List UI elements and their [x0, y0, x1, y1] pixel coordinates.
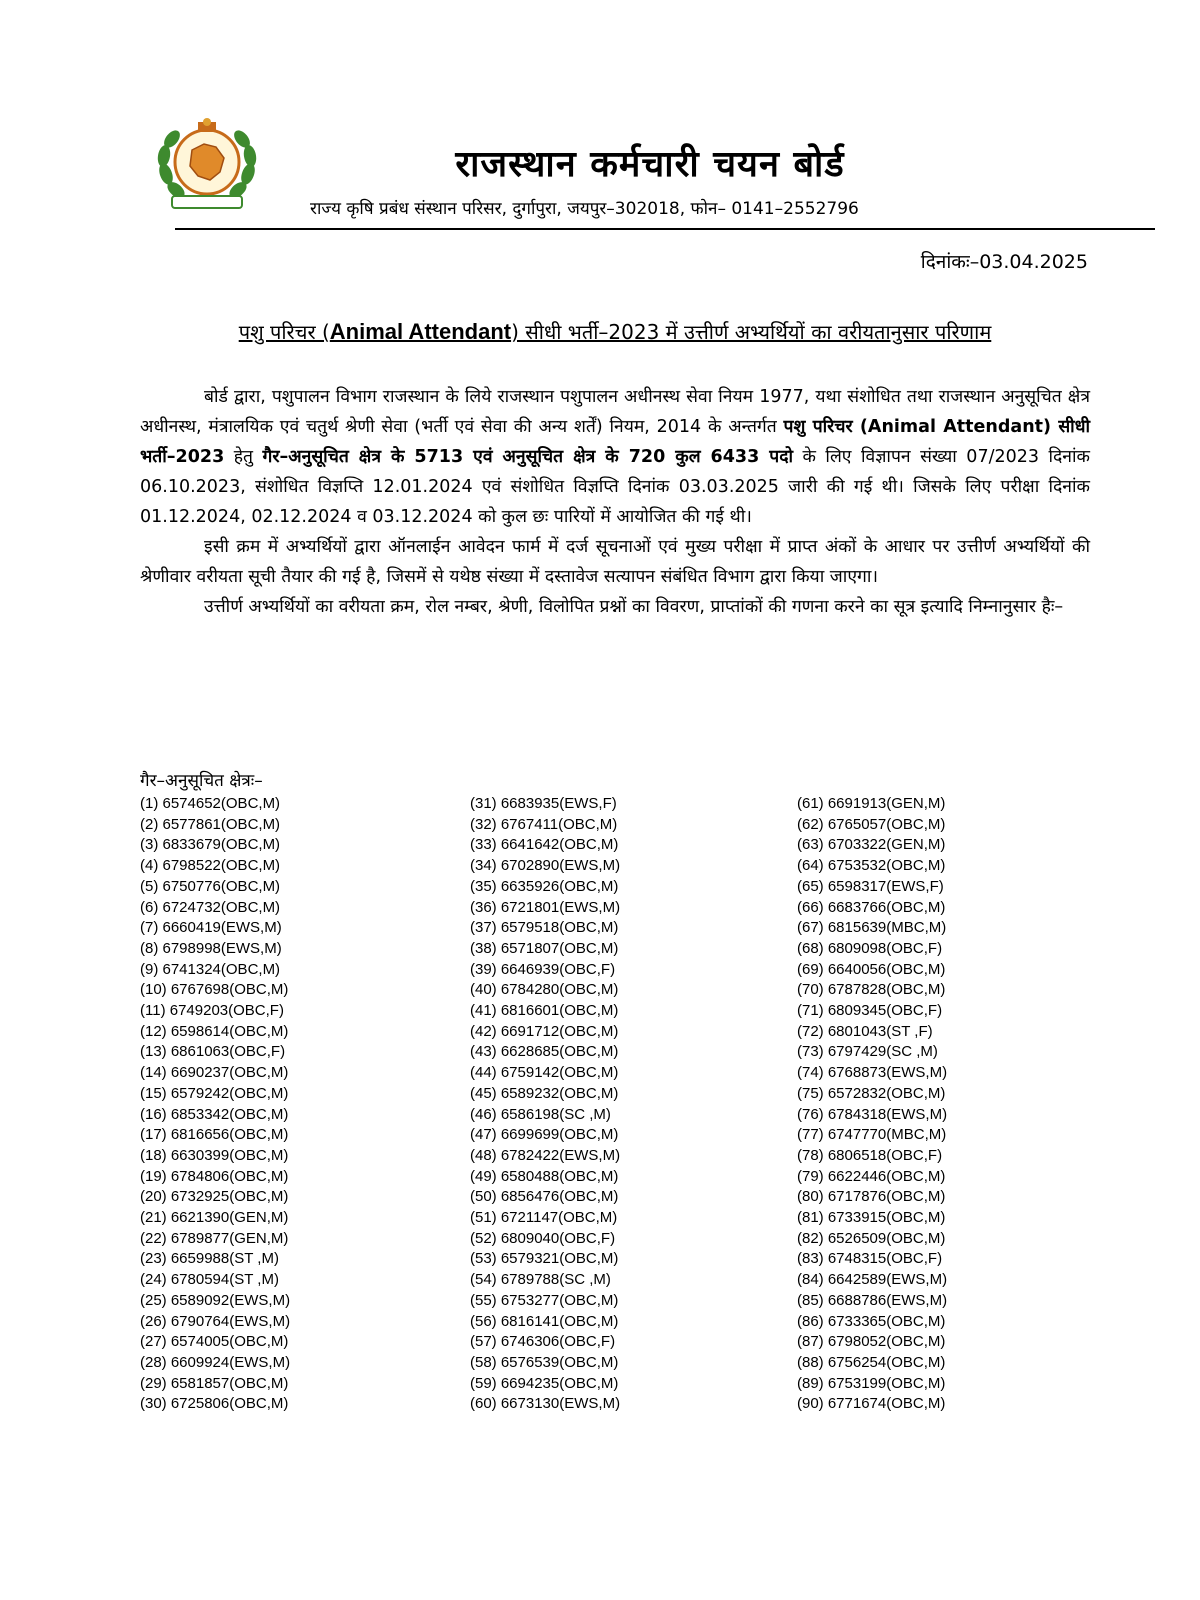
results-column-1: [140, 794, 290, 1415]
result-entry: (20) 6732925(OBC,M): [140, 1188, 289, 1206]
result-entry: (44) 6759142(OBC,M): [470, 1064, 619, 1082]
header-divider: [175, 228, 1155, 230]
notice-body: [140, 382, 1090, 622]
result-entry: (27) 6574005(OBC,M): [140, 1333, 289, 1351]
result-entry: (59) 6694235(OBC,M): [470, 1374, 619, 1392]
result-entry: (54) 6789788(SC ,M): [470, 1271, 611, 1289]
result-entry: (26) 6790764(EWS,M): [140, 1312, 291, 1330]
p1-text-2: हेतु: [224, 447, 263, 467]
result-entry: (4) 6798522(OBC,M): [140, 857, 281, 875]
result-entry: (24) 6780594(ST ,M): [140, 1271, 279, 1289]
result-entry: (37) 6579518(OBC,M): [470, 919, 619, 937]
result-entry: (35) 6635926(OBC,M): [470, 877, 619, 895]
result-entry: (66) 6683766(OBC,M): [797, 898, 946, 916]
result-entry: (25) 6589092(EWS,M): [140, 1291, 291, 1309]
p1-posts-count-bold: गैर–अनुसूचित क्षेत्र के 5713 एवं अनुसूचित क्षेत्र के 720 कुल 6433 पदो: [262, 447, 794, 467]
result-entry: (6) 6724732(OBC,M): [140, 898, 281, 916]
result-entry: (3) 6833679(OBC,M): [140, 836, 281, 854]
p1-text-3: के लिए विज्ञापन संख्या 07/2023 दिनांक 06.10.2023, संशोधित विज्ञप्ति 12.01.2024 एवं संशोधित विज्ञप्ति दिनांक 03.03.2025 जारी की गई थी। जिसके लिए परीक्षा दिनांक 01.12.2024, 02.12.2024 व 03.12.2024 को कुल छः पारियों में आयोजित की गई थी।: [140, 447, 1090, 527]
result-entry: (22) 6789877(GEN,M): [140, 1229, 289, 1247]
result-entry: (36) 6721801(EWS,M): [470, 898, 621, 916]
result-entry: (19) 6784806(OBC,M): [140, 1167, 289, 1185]
result-entry: (32) 6767411(OBC,M): [470, 815, 618, 833]
result-entry: (76) 6784318(EWS,M): [797, 1105, 948, 1123]
result-entry: (49) 6580488(OBC,M): [470, 1167, 619, 1185]
result-entry: (88) 6756254(OBC,M): [797, 1353, 946, 1371]
result-entry: (72) 6801043(ST ,F): [797, 1022, 933, 1040]
result-entry: (67) 6815639(MBC,M): [797, 919, 947, 937]
p1-post-bold: पशु परिचर (Animal Attendant) सीधी भर्ती–2023: [140, 417, 1090, 467]
notice-date: दिनांकः–03.04.2025: [920, 251, 1088, 273]
result-entry: (16) 6853342(OBC,M): [140, 1105, 289, 1123]
result-entry: (79) 6622446(OBC,M): [797, 1167, 946, 1185]
result-entry: (55) 6753277(OBC,M): [470, 1291, 619, 1309]
results-column-2: [470, 794, 620, 1415]
result-entry: (87) 6798052(OBC,M): [797, 1333, 946, 1351]
result-entry: (53) 6579321(OBC,M): [470, 1250, 619, 1268]
board-title: राजस्थान कर्मचारी चयन बोर्ड: [455, 144, 845, 185]
paragraph-3: उत्तीर्ण अभ्यर्थियों का वरीयता क्रम, रोल नम्बर, श्रेणी, विलोपित प्रश्नों का विवरण, प्राप्तांकों की गणना करने का सूत्र इत्यादि निम्नानुसार हैः–: [204, 597, 1064, 617]
p1-text: बोर्ड द्वारा, पशुपालन विभाग राजस्थान के लिये राजस्थान पशुपालन अधीनस्थ सेवा नियम 1977, यथा संशोधित तथा राजस्थान अनुसूचित क्षेत्र अधीनस्थ, मंत्रालयिक एवं चतुर्थ श्रेणी सेवा (भर्ती एवं सेवा की अन्य शर्तें) नियम, 2014 के अन्तर्गत: [140, 387, 1090, 437]
result-entry: (85) 6688786(EWS,M): [797, 1291, 948, 1309]
result-entry: (38) 6571807(OBC,M): [470, 939, 619, 957]
result-entry: (70) 6787828(OBC,M): [797, 981, 946, 999]
result-entry: (78) 6806518(OBC,F): [797, 1146, 943, 1164]
result-entry: (42) 6691712(OBC,M): [470, 1022, 619, 1040]
board-address: राज्य कृषि प्रबंध संस्थान परिसर, दुर्गापुरा, जयपुर–302018, फोन– 0141–2552796: [310, 199, 859, 219]
result-entry: (9) 6741324(OBC,M): [140, 960, 281, 978]
result-entry: (60) 6673130(EWS,M): [470, 1395, 621, 1413]
result-entry: (50) 6856476(OBC,M): [470, 1188, 619, 1206]
result-entry: (15) 6579242(OBC,M): [140, 1084, 289, 1102]
result-entry: (61) 6691913(GEN,M): [797, 795, 946, 812]
notice-subject: [140, 318, 1090, 345]
result-entry: (46) 6586198(SC ,M): [470, 1105, 611, 1123]
result-entry: (73) 6797429(SC ,M): [797, 1043, 938, 1061]
result-entry: (5) 6750776(OBC,M): [140, 877, 281, 895]
subject-prefix: पशु परिचर (: [238, 320, 330, 344]
result-entry: (80) 6717876(OBC,M): [797, 1188, 946, 1206]
result-entry: (84) 6642589(EWS,M): [797, 1271, 948, 1289]
result-entry: (57) 6746306(OBC,F): [470, 1333, 616, 1351]
result-entry: (33) 6641642(OBC,M): [470, 836, 619, 854]
result-entry: (56) 6816141(OBC,M): [470, 1312, 619, 1330]
result-entry: (65) 6598317(EWS,F): [797, 877, 944, 895]
result-entry: (30) 6725806(OBC,M): [140, 1395, 289, 1413]
result-entry: (62) 6765057(OBC,M): [797, 815, 946, 833]
rsmssb-emblem-icon: [152, 114, 262, 214]
result-entry: (43) 6628685(OBC,M): [470, 1043, 619, 1061]
result-entry: (63) 6703322(GEN,M): [797, 836, 946, 854]
result-entry: (29) 6581857(OBC,M): [140, 1374, 289, 1392]
result-entry: (64) 6753532(OBC,M): [797, 857, 946, 875]
result-entry: (77) 6747770(MBC,M): [797, 1126, 947, 1144]
result-entry: (82) 6526509(OBC,M): [797, 1229, 946, 1247]
result-entry: (34) 6702890(EWS,M): [470, 857, 621, 875]
result-entry: (48) 6782422(EWS,M): [470, 1146, 621, 1164]
result-entry: (89) 6753199(OBC,M): [797, 1374, 946, 1392]
result-entry: (75) 6572832(OBC,M): [797, 1084, 946, 1102]
results-column-3: [797, 794, 947, 1415]
subject-post-name: Animal Attendant: [329, 319, 512, 344]
result-entry: (8) 6798998(EWS,M): [140, 939, 282, 957]
result-entry: (47) 6699699(OBC,M): [470, 1126, 619, 1144]
result-entry: (74) 6768873(EWS,M): [797, 1064, 948, 1082]
result-entry: (18) 6630399(OBC,M): [140, 1146, 289, 1164]
result-entry: (41) 6816601(OBC,M): [470, 1002, 619, 1020]
result-entry: (2) 6577861(OBC,M): [140, 815, 281, 833]
result-entry: (10) 6767698(OBC,M): [140, 981, 289, 999]
result-entry: (51) 6721147(OBC,M): [470, 1209, 618, 1227]
result-entry: (7) 6660419(EWS,M): [140, 919, 282, 937]
result-entry: (14) 6690237(OBC,M): [140, 1064, 289, 1082]
result-entry: (83) 6748315(OBC,F): [797, 1250, 943, 1268]
result-entry: (13) 6861063(OBC,F): [140, 1043, 286, 1061]
result-entry: (81) 6733915(OBC,M): [797, 1209, 946, 1227]
result-entry: (40) 6784280(OBC,M): [470, 981, 619, 999]
paragraph-2: इसी क्रम में अभ्यर्थियों द्वारा ऑनलाईन आवेदन फार्म में दर्ज सूचनाओं एवं मुख्य परीक्षा में प्राप्त अंकों के आधार पर उत्तीर्ण अभ्यर्थियों की श्रेणीवार वरीयता सूची तैयार की गई है, जिसमें से यथेष्ठ संख्या में दस्तावेज सत्यापन संबंधित विभाग द्वारा किया जाएगा।: [140, 537, 1090, 587]
result-entry: (58) 6576539(OBC,M): [470, 1353, 619, 1371]
result-entry: (21) 6621390(GEN,M): [140, 1209, 289, 1227]
result-entry: (17) 6816656(OBC,M): [140, 1126, 289, 1144]
subject-suffix: ) सीधी भर्ती–2023 में उत्तीर्ण अभ्यर्थियों का वरीयतानुसार परिणाम: [511, 320, 992, 344]
result-entry: (28) 6609924(EWS,M): [140, 1353, 291, 1371]
section-label-non-scheduled: गैर–अनुसूचित क्षेत्रः–: [140, 771, 263, 791]
result-entry: (68) 6809098(OBC,F): [797, 939, 943, 957]
result-entry: (45) 6589232(OBC,M): [470, 1084, 619, 1102]
result-entry: (86) 6733365(OBC,M): [797, 1312, 946, 1330]
result-entry: (1) 6574652(OBC,M): [140, 795, 281, 812]
result-entry: (39) 6646939(OBC,F): [470, 960, 616, 978]
result-entry: (69) 6640056(OBC,M): [797, 960, 946, 978]
paragraph-1: [140, 382, 1090, 532]
result-entry: (31) 6683935(EWS,F): [470, 795, 617, 812]
result-entry: (23) 6659988(ST ,M): [140, 1250, 279, 1268]
result-entry: (12) 6598614(OBC,M): [140, 1022, 289, 1040]
result-entry: (11) 6749203(OBC,F): [140, 1002, 284, 1020]
result-entry: (90) 6771674(OBC,M): [797, 1395, 946, 1413]
result-entry: (71) 6809345(OBC,F): [797, 1002, 943, 1020]
result-entry: (52) 6809040(OBC,F): [470, 1229, 616, 1247]
